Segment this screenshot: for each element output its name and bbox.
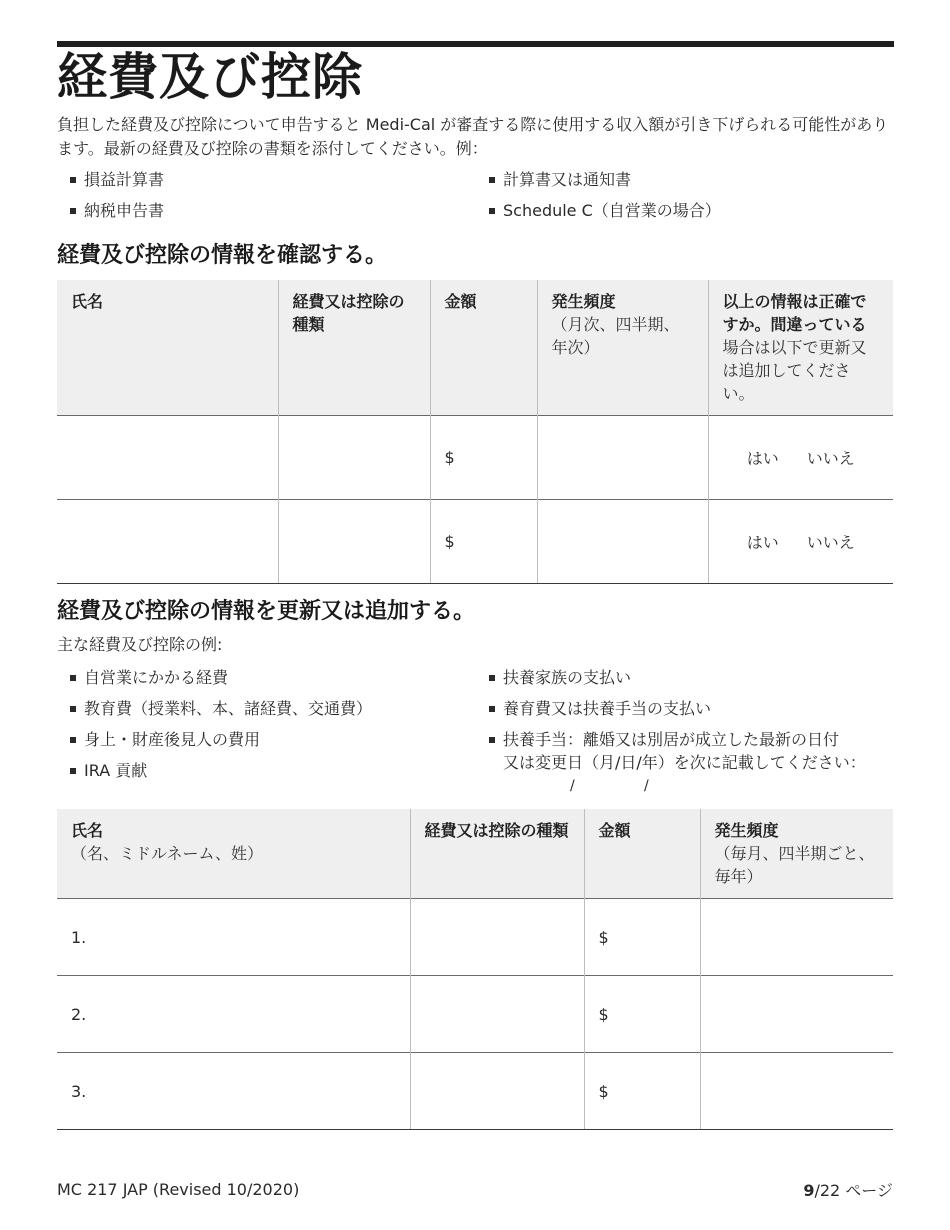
name-cell[interactable]: 2.: [57, 976, 410, 1053]
col-name: 氏名 （名、ミドルネーム、姓）: [57, 809, 410, 899]
update-examples-right: [476, 662, 711, 724]
amount-cell[interactable]: $: [584, 1053, 700, 1130]
type-cell[interactable]: [278, 500, 430, 584]
amount-cell[interactable]: $: [430, 500, 537, 584]
col-frequency: 発生頻度 （毎月、四半期ごと、毎年）: [700, 809, 893, 899]
no-option[interactable]: いいえ: [806, 533, 855, 552]
list-item: 扶養家族の支払い: [476, 662, 711, 693]
examples-list-right: [476, 164, 721, 226]
section-confirm-heading: 経費及び控除の情報を確認する。: [57, 243, 388, 268]
correct-cell: [708, 500, 893, 584]
yes-option[interactable]: はい: [746, 449, 779, 468]
table-row: [57, 416, 893, 500]
no-option[interactable]: いいえ: [806, 449, 855, 468]
yes-option[interactable]: はい: [746, 533, 779, 552]
confirm-table: [57, 280, 893, 584]
type-cell[interactable]: [410, 1053, 584, 1130]
col-amount: 金額: [584, 809, 700, 899]
name-cell[interactable]: [57, 500, 278, 584]
frequency-cell[interactable]: [537, 500, 708, 584]
frequency-cell[interactable]: [700, 1053, 893, 1130]
update-examples-left: [57, 662, 372, 786]
type-cell[interactable]: [410, 976, 584, 1053]
col-name: 氏名: [57, 280, 278, 416]
col-frequency: 発生頻度 （月次、四半期、年次）: [537, 280, 708, 416]
section-update-subtitle: 主な経費及び控除の例:: [57, 635, 223, 654]
frequency-cell[interactable]: [700, 899, 893, 976]
page-number: 9/22 ページ: [803, 1181, 893, 1200]
section-update-heading: 経費及び控除の情報を更新又は追加する。: [57, 599, 476, 624]
frequency-cell[interactable]: [537, 416, 708, 500]
name-cell[interactable]: 3.: [57, 1053, 410, 1130]
date-separator: /: [644, 778, 649, 794]
name-cell[interactable]: [57, 416, 278, 500]
amount-cell[interactable]: $: [430, 416, 537, 500]
list-item: Schedule C（自営業の場合）: [476, 195, 721, 226]
list-item: IRA 貢献: [57, 755, 372, 786]
form-id: MC 217 JAP (Revised 10/2020): [57, 1180, 300, 1199]
list-item: 納税申告書: [57, 195, 164, 226]
col-type: 経費又は控除の種類: [410, 809, 584, 899]
page-title: 経費及び控除: [57, 48, 363, 106]
table-row: [57, 1053, 893, 1130]
table-row: [57, 500, 893, 584]
frequency-cell[interactable]: [700, 976, 893, 1053]
name-cell[interactable]: 1.: [57, 899, 410, 976]
list-item: 身上・財産後見人の費用: [57, 724, 372, 755]
alimony-item: 扶養手当：離婚又は別居が成立した最新の日付 又は変更日（月/日/年）を次に記載してください：: [489, 728, 866, 774]
col-amount: 金額: [430, 280, 537, 416]
list-item: 教育費（授業料、本、諸経費、交通費）: [57, 693, 372, 724]
list-item: 計算書又は通知書: [476, 164, 721, 195]
correct-cell: [708, 416, 893, 500]
examples-list-left: [57, 164, 164, 226]
date-separator: /: [570, 778, 575, 794]
list-item: 損益計算書: [57, 164, 164, 195]
table-row: [57, 976, 893, 1053]
update-table: [57, 809, 893, 1130]
table-row: [57, 899, 893, 976]
type-cell[interactable]: [410, 899, 584, 976]
intro-text: 負担した経費及び控除について申告すると Medi-Cal が審査する際に使用する収入額が引き下げられる可能性があります。最新の経費及び控除の書類を添付してください。例：: [57, 115, 889, 158]
list-item: 自営業にかかる経費: [57, 662, 372, 693]
amount-cell[interactable]: $: [584, 899, 700, 976]
list-item: 養育費又は扶養手当の支払い: [476, 693, 711, 724]
col-type: 経費又は控除の種類: [278, 280, 430, 416]
col-correct: 以上の情報は正確ですか。間違っている場合は以下で更新又は追加してください。: [708, 280, 893, 416]
type-cell[interactable]: [278, 416, 430, 500]
amount-cell[interactable]: $: [584, 976, 700, 1053]
